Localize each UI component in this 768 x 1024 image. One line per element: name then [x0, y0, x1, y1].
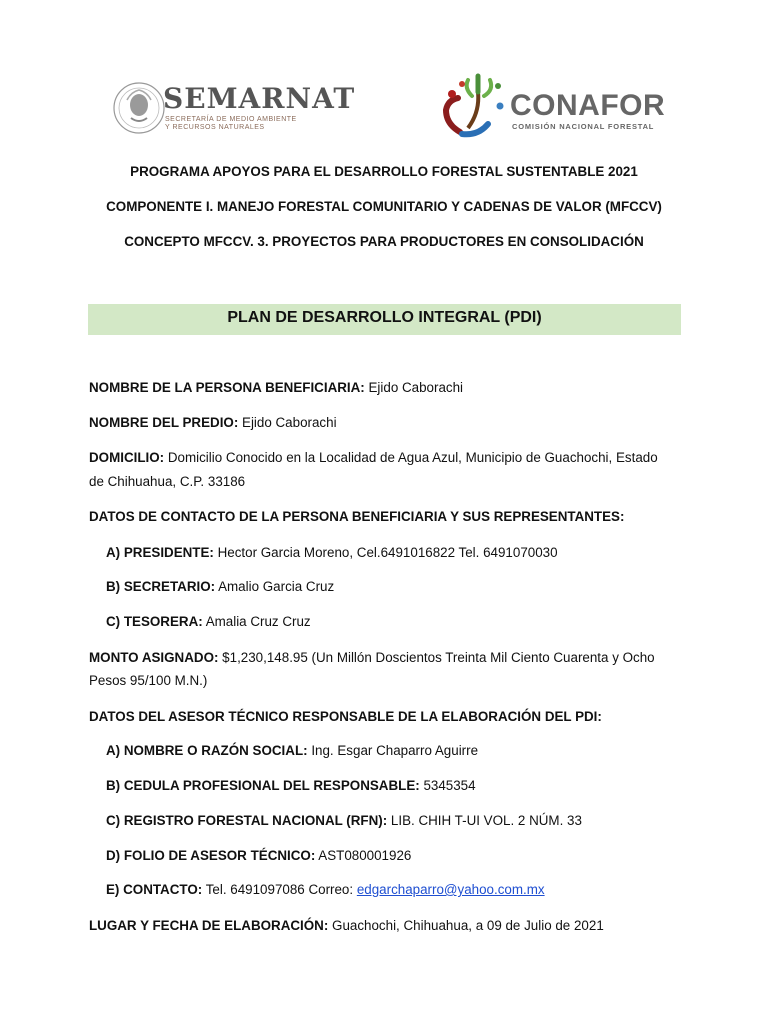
- field-label: A) NOMBRE O RAZÓN SOCIAL:: [106, 743, 308, 758]
- field-value: Ejido Caborachi: [238, 415, 337, 430]
- field-label: A) PRESIDENTE:: [106, 545, 214, 560]
- field-value: Amalia Cruz Cruz: [202, 614, 311, 629]
- field-value: AST080001926: [315, 848, 412, 863]
- advisor-name-field: [106, 743, 478, 758]
- field-value: 5345354: [419, 778, 476, 793]
- semarnat-subtitle: SECRETARÍA DE MEDIO AMBIENTE Y RECURSOS NATURALES: [165, 116, 297, 131]
- conafor-tree-icon: [438, 72, 510, 138]
- field-label: D) FOLIO DE ASESOR TÉCNICO:: [106, 848, 316, 863]
- field-label: C) REGISTRO FORESTAL NACIONAL (RFN):: [106, 813, 388, 828]
- plan-title: PLAN DE DESARROLLO INTEGRAL (PDI): [227, 309, 542, 326]
- place-date-field: [89, 918, 604, 933]
- conafor-wordmark: CONAFOR: [510, 89, 666, 122]
- program-title: PROGRAMA APOYOS PARA EL DESARROLLO FORESTAL SUSTENTABLE 2021: [130, 164, 638, 179]
- field-label: E) CONTACTO:: [106, 882, 203, 897]
- field-value: Ejido Caborachi: [364, 380, 464, 395]
- field-label: LUGAR Y FECHA DE ELABORACIÓN:: [89, 918, 329, 933]
- concept-title: CONCEPTO MFCCV. 3. PROYECTOS PARA PRODUCTORES EN CONSOLIDACIÓN: [124, 234, 644, 249]
- address-field-continuation: de Chihuahua, C.P. 33186: [89, 474, 246, 489]
- conafor-subtitle: COMISIÓN NACIONAL FORESTAL: [512, 122, 655, 131]
- field-label: C) TESORERA:: [106, 614, 203, 629]
- contact-section-heading: DATOS DE CONTACTO DE LA PERSONA BENEFICIARIA Y SUS REPRESENTANTES:: [89, 509, 625, 524]
- semarnat-wordmark: SEMARNAT: [163, 82, 356, 115]
- mexico-coat-of-arms-icon: [113, 78, 165, 138]
- field-label: B) SECRETARIO:: [106, 579, 216, 594]
- assigned-amount-continuation: Pesos 95/100 M.N.): [89, 673, 208, 688]
- field-value: Domicilio Conocido en la Localidad de Agua Azul, Municipio de Guachochi, Estado: [164, 450, 658, 465]
- component-title: COMPONENTE I. MANEJO FORESTAL COMUNITARIO Y CADENAS DE VALOR (MFCCV): [106, 199, 662, 214]
- field-label: MONTO ASIGNADO:: [89, 650, 219, 665]
- field-value: Hector Garcia Moreno, Cel.6491016822 Tel. 6491070030: [213, 545, 558, 560]
- assigned-amount-field: [89, 650, 655, 665]
- field-label: B) CEDULA PROFESIONAL DEL RESPONSABLE:: [106, 778, 420, 793]
- plan-title-band: [88, 304, 681, 335]
- forest-registry-field: [106, 813, 582, 828]
- advisor-contact-field: [106, 882, 545, 897]
- email-link[interactable]: edgarchaparro@yahoo.com.mx: [356, 882, 545, 897]
- field-value: $1,230,148.95 (Un Millón Doscientos Treinta Mil Ciento Cuarenta y Ocho: [218, 650, 655, 665]
- field-value: Ing. Esgar Chaparro Aguirre: [307, 743, 479, 758]
- advisor-folio-field: [106, 848, 411, 863]
- field-label: NOMBRE DE LA PERSONA BENEFICIARIA:: [89, 380, 365, 395]
- treasurer-field: [106, 614, 311, 629]
- field-label: DOMICILIO:: [89, 450, 165, 465]
- professional-id-field: [106, 778, 476, 793]
- property-name-field: [89, 415, 337, 430]
- field-value: Guachochi, Chihuahua, a 09 de Julio de 2021: [328, 918, 604, 933]
- address-field: [89, 450, 658, 465]
- beneficiary-name-field: [89, 380, 463, 395]
- field-value: Amalio Garcia Cruz: [215, 579, 335, 594]
- advisor-section-heading: DATOS DEL ASESOR TÉCNICO RESPONSABLE DE LA ELABORACIÓN DEL PDI:: [89, 709, 602, 724]
- secretary-field: [106, 579, 334, 594]
- field-value: LIB. CHIH T-UI VOL. 2 NÚM. 33: [387, 813, 582, 828]
- field-label: NOMBRE DEL PREDIO:: [89, 415, 239, 430]
- president-field: [106, 545, 558, 560]
- field-value: Tel. 6491097086 Correo:: [202, 882, 357, 897]
